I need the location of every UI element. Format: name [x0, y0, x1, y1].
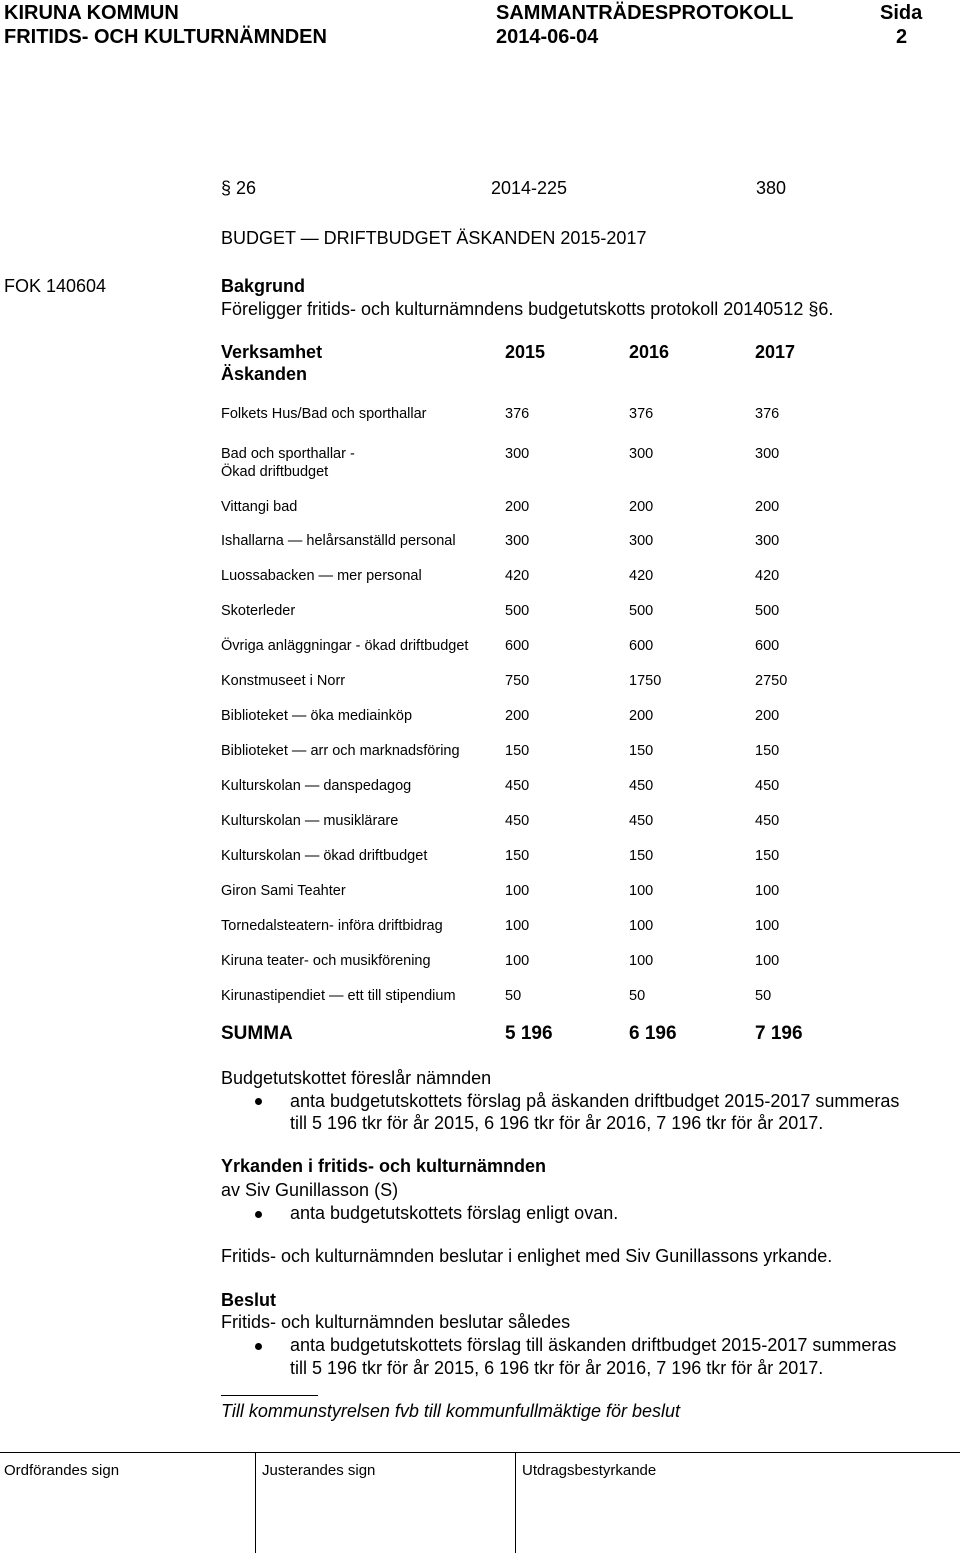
row-value: 450: [505, 813, 530, 829]
row-value: 100: [629, 953, 654, 969]
divider: [221, 1395, 318, 1396]
footer-divider: [0, 1452, 960, 1453]
motion-heading: Yrkanden i fritids- och kulturnämnden: [221, 1156, 547, 1176]
row-value: 450: [755, 778, 780, 794]
table-row: [221, 778, 841, 798]
row-value: 150: [629, 743, 654, 759]
row-value: 450: [629, 813, 654, 829]
row-value: 100: [505, 883, 530, 899]
decision-text-line2: till 5 196 tkr för år 2015, 6 196 tkr för år 2016, 7 196 tkr för år 2017.: [290, 1358, 824, 1378]
bullet-icon: [255, 1098, 262, 1105]
row-value: 150: [755, 743, 780, 759]
org-name: KIRUNA KOMMUN: [4, 2, 179, 24]
reference-number: 380: [756, 178, 787, 198]
table-header-year: 2016: [629, 342, 670, 362]
row-label: Biblioteket — arr och marknadsföring: [221, 743, 460, 759]
table-row: [221, 743, 841, 763]
row-value: 600: [629, 638, 654, 654]
row-value: 420: [629, 568, 654, 584]
row-label: Biblioteket — öka mediainköp: [221, 708, 413, 724]
background-section-symbol: §: [808, 299, 819, 319]
document-type: SAMMANTRÄDESPROTOKOLL: [496, 2, 794, 24]
sum-label: SUMMA: [221, 1023, 293, 1044]
table-header-year: 2017: [755, 342, 796, 362]
bullet-icon: [255, 1211, 262, 1218]
section-symbol: §: [221, 178, 232, 198]
sum-value: 7 196: [755, 1023, 803, 1044]
diary-number: 2014-225: [491, 178, 568, 198]
table-row: [221, 603, 841, 623]
row-value: 600: [755, 638, 780, 654]
table-row: [221, 406, 841, 426]
table-row: [221, 918, 841, 938]
page-number: 2: [896, 26, 908, 48]
row-value: 100: [505, 953, 530, 969]
row-label: Kulturskolan — danspedagog: [221, 778, 412, 794]
committee-name: FRITIDS- OCH KULTURNÄMNDEN: [4, 26, 327, 48]
background-text: [221, 299, 833, 320]
table-row: [221, 813, 841, 833]
margin-note: FOK 140604: [4, 276, 107, 296]
row-label: Kulturskolan — ökad driftbudget: [221, 848, 428, 864]
section-number: 26: [236, 178, 257, 198]
row-label: Giron Sami Teahter: [221, 883, 346, 899]
row-label: Bad och sporthallar -: [221, 446, 355, 462]
table-row: [221, 568, 841, 588]
resolution-note: Fritids- och kulturnämnden beslutar i enlighet med Siv Gunillassons yrkande.: [221, 1246, 833, 1266]
row-value: 200: [629, 708, 654, 724]
background-section-ref: 6.: [818, 299, 834, 319]
row-value: 300: [629, 533, 654, 549]
motion-author: av Siv Gunillasson (S): [221, 1180, 399, 1200]
row-label: Kiruna teater- och musikförening: [221, 953, 431, 969]
decision-intro: Fritids- och kulturnämnden beslutar således: [221, 1312, 571, 1332]
row-value: 500: [629, 603, 654, 619]
background-heading: Bakgrund: [221, 276, 306, 296]
proposal-text-line2: till 5 196 tkr för år 2015, 6 196 tkr för år 2016, 7 196 tkr för år 2017.: [290, 1113, 824, 1133]
adjuster-signature-label: Justerandes sign: [262, 1462, 376, 1479]
row-value: 100: [755, 953, 780, 969]
decision-heading: Beslut: [221, 1290, 277, 1310]
page-label: Sida: [880, 2, 923, 24]
row-value: 376: [505, 406, 530, 422]
row-label: Kirunastipendiet — ett till stipendium: [221, 988, 456, 1004]
row-value: 100: [505, 918, 530, 934]
row-value: 50: [505, 988, 522, 1004]
row-value: 150: [755, 848, 780, 864]
sum-value: 6 196: [629, 1023, 677, 1044]
row-label: Tornedalsteatern- införa driftbidrag: [221, 918, 443, 934]
row-label: Luossabacken — mer personal: [221, 568, 422, 584]
sum-value: 5 196: [505, 1023, 553, 1044]
extract-certification-label: Utdragsbestyrkande: [522, 1462, 657, 1479]
motion-text: anta budgetutskottets förslag enligt ovan.: [290, 1203, 619, 1223]
section-line: [221, 178, 256, 199]
table-header-year: 2015: [505, 342, 546, 362]
row-value: 200: [629, 499, 654, 515]
row-value: 420: [505, 568, 530, 584]
row-value: 300: [755, 446, 780, 462]
row-value: 376: [755, 406, 780, 422]
meeting-date: 2014-06-04: [496, 26, 599, 48]
proposal-heading: Budgetutskottet föreslår nämnden: [221, 1068, 492, 1088]
row-label: Övriga anläggningar - ökad driftbudget: [221, 638, 469, 654]
row-value: 50: [629, 988, 646, 1004]
row-value: 376: [629, 406, 654, 422]
row-value: 500: [755, 603, 780, 619]
row-label: Skoterleder: [221, 603, 296, 619]
row-label: Konstmuseet i Norr: [221, 673, 346, 689]
row-value: 200: [505, 499, 530, 515]
row-value: 200: [755, 499, 780, 515]
row-value: 200: [755, 708, 780, 724]
row-label: Ishallarna — helårsanställd personal: [221, 533, 456, 549]
table-row: [221, 953, 841, 973]
row-value: 300: [755, 533, 780, 549]
distribution-note: Till kommunstyrelsen fvb till kommunfullmäktige för beslut: [221, 1401, 680, 1421]
table-row: [221, 848, 841, 868]
row-value: 100: [755, 918, 780, 934]
table-header-activity: Verksamhet: [221, 342, 323, 362]
row-value: 450: [505, 778, 530, 794]
table-row: [221, 446, 841, 486]
row-value: 300: [505, 446, 530, 462]
row-label: Vittangi bad: [221, 499, 298, 515]
table-row: [221, 638, 841, 658]
table-header-requests: Äskanden: [221, 364, 308, 384]
row-value: 450: [629, 778, 654, 794]
case-title: BUDGET — DRIFTBUDGET ÄSKANDEN 2015-2017: [221, 228, 647, 248]
row-value: 100: [629, 918, 654, 934]
decision-text-line1: anta budgetutskottets förslag till äskanden driftbudget 2015-2017 summeras: [290, 1335, 897, 1355]
table-row: [221, 673, 841, 693]
chair-signature-label: Ordförandes sign: [4, 1462, 120, 1479]
row-value: 150: [505, 743, 530, 759]
row-label-continued: Ökad driftbudget: [221, 464, 329, 480]
row-value: 500: [505, 603, 530, 619]
proposal-text-line1: anta budgetutskottets förslag på äskanden driftbudget 2015-2017 summeras: [290, 1091, 900, 1111]
row-value: 2750: [755, 673, 788, 689]
background-body: Föreligger fritids- och kulturnämndens budgetutskotts protokoll 20140512: [221, 299, 804, 319]
row-value: 50: [755, 988, 772, 1004]
row-value: 1750: [629, 673, 662, 689]
table-row: [221, 708, 841, 728]
row-value: 100: [755, 883, 780, 899]
table-row: [221, 533, 841, 553]
row-value: 200: [505, 708, 530, 724]
table-row: [221, 883, 841, 903]
row-value: 300: [505, 533, 530, 549]
row-value: 420: [755, 568, 780, 584]
row-value: 150: [505, 848, 530, 864]
row-value: 600: [505, 638, 530, 654]
row-value: 450: [755, 813, 780, 829]
row-label: Kulturskolan — musiklärare: [221, 813, 399, 829]
footer-column-divider: [255, 1452, 256, 1553]
table-row: [221, 499, 841, 519]
row-value: 750: [505, 673, 530, 689]
row-value: 100: [629, 883, 654, 899]
row-value: 150: [629, 848, 654, 864]
bullet-icon: [255, 1343, 262, 1350]
row-value: 300: [629, 446, 654, 462]
row-label: Folkets Hus/Bad och sporthallar: [221, 406, 427, 422]
table-row: [221, 988, 841, 1008]
footer-column-divider: [515, 1452, 516, 1553]
